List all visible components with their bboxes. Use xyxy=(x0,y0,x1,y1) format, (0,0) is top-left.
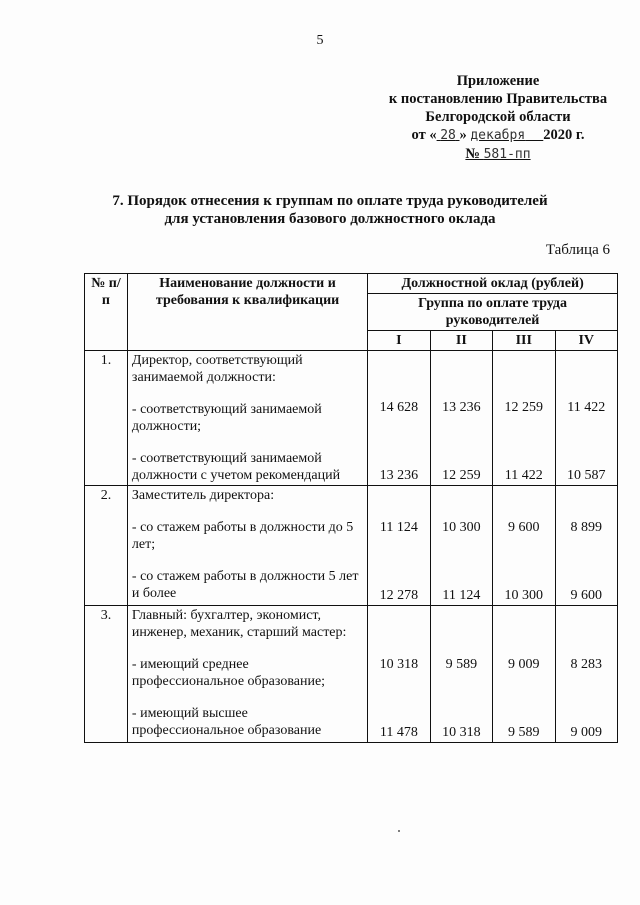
row-num: 3. xyxy=(85,606,128,743)
heading-line-1: 7. Порядок отнесения к группам по оплате труда руководителей xyxy=(112,193,548,209)
value-cell-group-iii xyxy=(493,351,555,486)
header-group-iii: III xyxy=(493,331,555,351)
row-item: - имеющий высшее профессиональное образование xyxy=(131,706,322,738)
value-cell-group-iv xyxy=(555,351,618,486)
value-cell-group-ii xyxy=(430,606,492,743)
value: 12 278 xyxy=(379,588,419,603)
row-item: - со стажем работы в должности до 5 лет; xyxy=(131,520,354,552)
scan-speck xyxy=(398,830,400,832)
value: 10 587 xyxy=(567,468,606,483)
row-content xyxy=(127,486,367,606)
row-num: 2. xyxy=(85,486,128,606)
header-group-i: I xyxy=(368,331,430,351)
value: 14 628 xyxy=(379,400,419,415)
value-cell-group-iv xyxy=(555,606,618,743)
date-prefix: от « xyxy=(411,127,437,143)
value: 12 259 xyxy=(504,400,544,415)
value: 11 478 xyxy=(379,725,418,740)
appendix-title: Приложение xyxy=(456,73,540,89)
table-label: Таблица 6 xyxy=(545,242,610,258)
value: 11 124 xyxy=(442,588,481,603)
header-group-iv: IV xyxy=(555,331,618,351)
header-num: № п/п xyxy=(85,274,128,351)
value: 13 236 xyxy=(379,468,419,483)
row-content xyxy=(127,606,367,743)
row-title: Директор, соответствующий занимаемой должности: xyxy=(131,353,303,385)
number-prefix: № xyxy=(465,146,480,162)
value: 11 422 xyxy=(504,468,543,483)
row-item: - соответствующий занимаемой должности с учетом рекомендаций xyxy=(131,451,341,483)
value: 9 009 xyxy=(508,657,540,672)
value: 9 600 xyxy=(508,520,540,535)
value: 9 009 xyxy=(570,725,602,740)
value: 11 124 xyxy=(379,520,418,535)
header-group-ii: II xyxy=(430,331,492,351)
table-row xyxy=(85,606,618,743)
value: 11 422 xyxy=(567,400,606,415)
appendix-number xyxy=(378,145,618,164)
value: 12 259 xyxy=(442,468,481,483)
number-value: 581-пп xyxy=(483,147,531,162)
date-day: 28 xyxy=(440,128,456,143)
heading-line-2: для установления базового должностного оклада xyxy=(164,211,496,227)
value-cell-group-iv xyxy=(555,486,618,606)
table-row xyxy=(85,351,618,486)
value-cell-group-i xyxy=(368,351,430,486)
row-title: Главный: бухгалтер, экономист, инженер, механик, старший мастер: xyxy=(131,608,347,640)
row-item: - имеющий среднее профессиональное образование; xyxy=(131,657,326,689)
header-name: Наименование должности и требования к квалификации xyxy=(127,274,367,351)
row-content xyxy=(127,351,367,486)
row-item: - соответствующий занимаемой должности; xyxy=(131,402,322,434)
header-salary: Должностной оклад (рублей) xyxy=(368,274,618,294)
value-cell-group-ii xyxy=(430,351,492,486)
row-title: Заместитель директора: xyxy=(131,488,275,503)
section-heading xyxy=(60,192,600,228)
salary-table xyxy=(84,273,618,743)
value-cell-group-i xyxy=(368,606,430,743)
value: 8 899 xyxy=(570,520,602,535)
appendix-block xyxy=(378,72,618,164)
date-year: 2020 г. xyxy=(543,127,585,143)
row-num: 1. xyxy=(85,351,128,486)
page-number: 5 xyxy=(316,33,324,48)
date-month: декабря xyxy=(470,128,526,143)
value-cell-group-i xyxy=(368,486,430,606)
value: 9 600 xyxy=(570,588,602,603)
row-item: - со стажем работы в должности 5 лет и более xyxy=(131,569,359,601)
value: 10 318 xyxy=(442,725,481,740)
table-row xyxy=(85,486,618,606)
value-cell-group-iii xyxy=(493,486,555,606)
appendix-line-2: к постановлению Правительства xyxy=(388,91,608,107)
header-group: Группа по оплате труда руководителей xyxy=(368,294,618,331)
appendix-line-3: Белгородской области xyxy=(425,109,571,125)
value: 13 236 xyxy=(442,400,481,415)
value: 8 283 xyxy=(570,657,602,672)
value: 9 589 xyxy=(508,725,540,740)
value: 10 300 xyxy=(504,588,544,603)
value: 10 300 xyxy=(442,520,481,535)
value-cell-group-ii xyxy=(430,486,492,606)
value: 10 318 xyxy=(379,657,419,672)
value: 9 589 xyxy=(445,657,478,672)
value-cell-group-iii xyxy=(493,606,555,743)
appendix-date xyxy=(378,126,618,145)
date-mid: » xyxy=(459,127,467,143)
